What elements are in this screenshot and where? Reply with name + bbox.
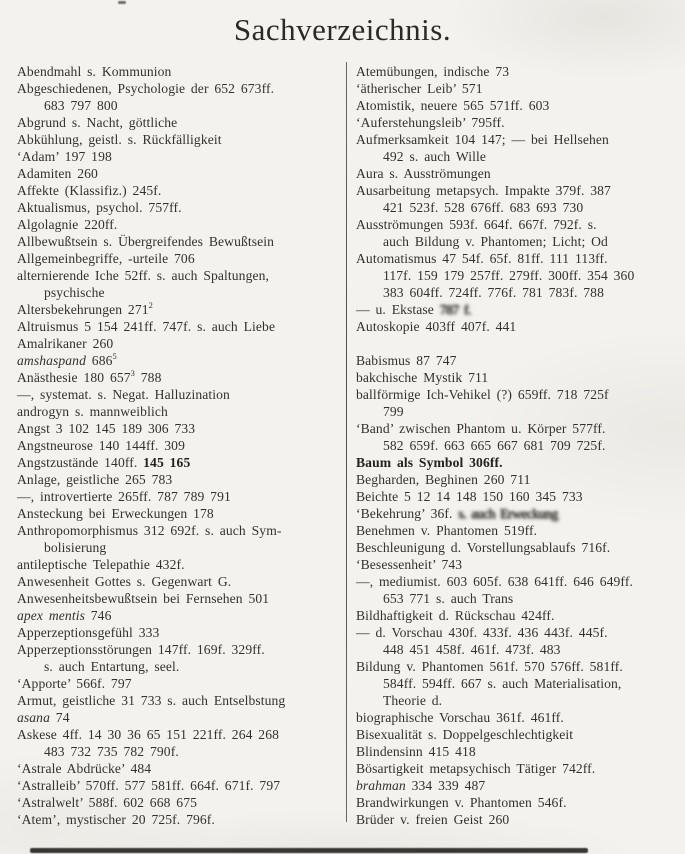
entry-text: Begharden, Beghinen 260 711 bbox=[356, 472, 531, 487]
entry-text: Armut, geistliche 31 733 s. auch Entselbstung bbox=[17, 693, 286, 708]
entry-text: Brandwirkungen v. Phantomen 546f. bbox=[356, 795, 567, 810]
index-entry-line bbox=[17, 658, 347, 675]
index-entry-line bbox=[356, 658, 678, 675]
entry-text: Allbewußtsein s. Übergreifendes Bewußtsein bbox=[17, 234, 275, 249]
index-entry-line bbox=[17, 216, 347, 233]
entry-text: Altersbekehrungen 271 bbox=[17, 302, 149, 317]
entry-text: Ausströmungen 593f. 664f. 667f. 792f. s. bbox=[356, 217, 597, 232]
entry-text: Atomistik, neuere 565 571ff. 603 bbox=[356, 98, 550, 113]
index-entry-line bbox=[17, 488, 347, 505]
index-entry-line bbox=[356, 318, 678, 335]
index-entry-line bbox=[356, 165, 678, 182]
entry-text: Anlage, geistliche 265 783 bbox=[17, 472, 173, 487]
entry-text: Anwesenheit Gottes s. Gegenwart G. bbox=[17, 574, 232, 589]
bold-emphasis-text: 145 165 bbox=[143, 455, 191, 470]
entry-text: antileptische Telepathie 432f. bbox=[17, 557, 185, 572]
entry-text: 683 797 800 bbox=[44, 98, 118, 113]
entry-text: bolisierung bbox=[44, 540, 107, 555]
index-entry-line bbox=[356, 607, 678, 624]
entry-text: Abgrund s. Nacht, göttliche bbox=[17, 115, 178, 130]
entry-text: Adamiten 260 bbox=[17, 166, 98, 181]
index-entry-line bbox=[356, 709, 678, 726]
index-entry-line bbox=[17, 199, 347, 216]
entry-text: 334 339 487 bbox=[405, 778, 486, 793]
entry-text: — d. Vorschau 430f. 433f. 436 443f. 445f. bbox=[356, 625, 608, 640]
index-entry-line bbox=[17, 114, 347, 131]
italic-term: amshaspand bbox=[17, 353, 86, 368]
entry-text: 421 523f. 528 676ff. 683 693 730 bbox=[383, 200, 584, 215]
index-entry-line bbox=[356, 794, 678, 811]
italic-term: apex mentis bbox=[17, 608, 85, 623]
entry-text: Brüder v. freien Geist 260 bbox=[356, 812, 510, 827]
entry-text: Amalrikaner 260 bbox=[17, 336, 114, 351]
page-title: Sachverzeichnis. bbox=[233, 12, 452, 47]
entry-text: Aktualismus, psychol. 757ff. bbox=[17, 200, 182, 215]
index-entry-line bbox=[356, 522, 678, 539]
entry-text: 74 bbox=[49, 710, 70, 725]
entry-text: ‘Atem’, mystischer 20 725f. 796f. bbox=[17, 812, 215, 827]
index-entry-line bbox=[356, 777, 678, 794]
ink-smudge-text: s. auch Erweckung bbox=[458, 506, 558, 521]
superscript-note-number: 5 bbox=[112, 351, 117, 362]
entry-text: 788 bbox=[134, 370, 162, 385]
entry-text: Askese 4ff. 14 30 36 65 151 221ff. 264 268 bbox=[17, 727, 280, 742]
entry-text: Aura s. Ausströmungen bbox=[356, 166, 491, 181]
entry-text: ‘Bekehrung’ 36f. bbox=[356, 506, 459, 521]
entry-text: bakchische Mystik 711 bbox=[356, 370, 489, 385]
entry-text: Autoskopie 403ff 407f. 441 bbox=[356, 319, 517, 334]
index-entry-line bbox=[17, 675, 347, 692]
index-entry-line bbox=[17, 165, 347, 182]
entry-text: 383 604ff. 724ff. 776f. 781 783f. 788 bbox=[383, 285, 604, 300]
entry-text: Atemübungen, indische 73 bbox=[356, 64, 510, 79]
entry-text: ‘Astralwelt’ 588f. 602 668 675 bbox=[17, 795, 197, 810]
entry-text: biographische Vorschau 361f. 461ff. bbox=[356, 710, 564, 725]
index-entry-line bbox=[356, 760, 678, 777]
index-entry-line bbox=[356, 403, 678, 420]
entry-text: 653 771 s. auch Trans bbox=[383, 591, 514, 606]
index-entry-line bbox=[356, 539, 678, 556]
entry-text: Aufmerksamkeit 104 147; — bei Hellsehen bbox=[356, 132, 609, 147]
index-entry-line bbox=[17, 182, 347, 199]
entry-text: Bildung v. Phantomen 561f. 570 576ff. 581ff. bbox=[356, 659, 623, 674]
superscript-note-number: 2 bbox=[148, 300, 153, 311]
entry-text: androgyn s. mannweiblich bbox=[17, 404, 168, 419]
entry-text: Allgemeinbegriffe, -urteile 706 bbox=[17, 251, 195, 266]
index-entry-line bbox=[17, 505, 347, 522]
superscript-note-number: 3 bbox=[130, 368, 135, 379]
index-entry-line bbox=[356, 63, 678, 80]
index-entry-line bbox=[356, 590, 678, 607]
entry-text: Altruismus 5 154 241ff. 747f. s. auch Liebe bbox=[17, 319, 276, 334]
index-entry-line bbox=[17, 471, 347, 488]
entry-text: Anthropomorphismus 312 692f. s. auch Sym- bbox=[17, 523, 282, 538]
index-entry-line bbox=[17, 420, 347, 437]
index-entry-line bbox=[17, 386, 347, 403]
entry-text: ‘Astralleib’ 570ff. 577 581ff. 664f. 671f. 797 bbox=[17, 778, 281, 793]
index-entry-line bbox=[356, 80, 678, 97]
index-entry-line bbox=[356, 454, 678, 471]
index-entry-line bbox=[17, 641, 347, 658]
index-entry-line bbox=[17, 335, 347, 352]
index-entry-line bbox=[17, 131, 347, 148]
entry-text: ‘ätherischer Leib’ 571 bbox=[356, 81, 483, 96]
entry-text: Apperzeptionsgefühl 333 bbox=[17, 625, 160, 640]
index-entry-line bbox=[356, 743, 678, 760]
entry-text: Bösartigkeit metapsychisch Tätiger 742ff. bbox=[356, 761, 596, 776]
scan-edge-artifact bbox=[30, 848, 588, 853]
ink-smudge-text: 787 f. bbox=[439, 302, 471, 317]
index-entry-line bbox=[17, 726, 347, 743]
index-entry-line bbox=[356, 675, 678, 692]
bold-emphasis-text: Baum als Symbol 306ff. bbox=[356, 455, 503, 470]
entry-text: 582 659f. 663 665 667 681 709 725f. bbox=[383, 438, 606, 453]
entry-text: ‘Adam’ 197 198 bbox=[17, 149, 112, 164]
entry-text: Abendmahl s. Kommunion bbox=[17, 64, 172, 79]
entry-text: 686 bbox=[85, 353, 113, 368]
index-entry-line bbox=[17, 267, 347, 284]
index-entry-line bbox=[356, 97, 678, 114]
index-entry-line bbox=[356, 641, 678, 658]
index-entry-line bbox=[356, 114, 678, 131]
entry-text: ‘Besessenheit’ 743 bbox=[356, 557, 463, 572]
index-entry-line bbox=[356, 369, 678, 386]
entry-text: Beschleunigung d. Vorstellungsablaufs 716f. bbox=[356, 540, 611, 555]
entry-text: Babismus 87 747 bbox=[356, 353, 457, 368]
index-entry-line bbox=[356, 692, 678, 709]
index-entry-line bbox=[17, 97, 347, 114]
entry-text: Angstneurose 140 144ff. 309 bbox=[17, 438, 185, 453]
entry-text: Bisexualität s. Doppelgeschlechtigkeit bbox=[356, 727, 574, 742]
index-entry-line bbox=[356, 420, 678, 437]
entry-text: Ansteckung bei Erweckungen 178 bbox=[17, 506, 214, 521]
entry-text: Theorie d. bbox=[383, 693, 443, 708]
index-entry-line bbox=[356, 267, 678, 284]
entry-text: 448 451 458f. 461f. 473f. 483 bbox=[383, 642, 561, 657]
index-entry-line bbox=[356, 624, 678, 641]
entry-text: 492 s. auch Wille bbox=[383, 149, 486, 164]
italic-term: brahman bbox=[356, 778, 406, 793]
index-entry-line bbox=[356, 199, 678, 216]
entry-text: Apperzeptionsstörungen 147ff. 169f. 329ff. bbox=[17, 642, 265, 657]
entry-text: 799 bbox=[383, 404, 404, 419]
index-entry-line bbox=[356, 811, 678, 828]
entry-text: —, introvertierte 265ff. 787 789 791 bbox=[17, 489, 231, 504]
index-entry-line bbox=[17, 709, 347, 726]
index-entry-line bbox=[17, 403, 347, 420]
index-entry-line bbox=[17, 794, 347, 811]
index-entry-line bbox=[356, 556, 678, 573]
index-entry-line bbox=[356, 437, 678, 454]
index-entry-line bbox=[356, 726, 678, 743]
entry-text: —, mediumist. 603 605f. 638 641ff. 646 649ff. bbox=[356, 574, 633, 589]
index-entry-line bbox=[17, 607, 347, 624]
index-entry-line bbox=[356, 488, 678, 505]
index-column-right bbox=[356, 63, 678, 828]
index-entry-line bbox=[17, 148, 347, 165]
entry-text: ‘Auferstehungsleib’ 795ff. bbox=[356, 115, 505, 130]
scan-speck-artifact bbox=[118, 1, 126, 4]
entry-text: —, systemat. s. Negat. Halluzination bbox=[17, 387, 230, 402]
entry-text: psychische bbox=[44, 285, 105, 300]
index-entry-line bbox=[17, 539, 347, 556]
index-entry-line bbox=[17, 743, 347, 760]
entry-text: Bildhaftigkeit d. Rückschau 424ff. bbox=[356, 608, 555, 623]
index-entry-line bbox=[17, 760, 347, 777]
index-entry-line bbox=[17, 250, 347, 267]
entry-text: ‘Apporte’ 566f. 797 bbox=[17, 676, 132, 691]
index-entry-line bbox=[17, 80, 347, 97]
index-entry-line bbox=[356, 250, 678, 267]
index-entry-line bbox=[356, 182, 678, 199]
italic-term: asana bbox=[17, 710, 50, 725]
index-entry-line bbox=[17, 624, 347, 641]
entry-text: Abgeschiedenen, Psychologie der 652 673ff. bbox=[17, 81, 275, 96]
entry-text: Anästhesie 180 657 bbox=[17, 370, 131, 385]
entry-text: 483 732 735 782 790f. bbox=[44, 744, 179, 759]
index-entry-line bbox=[356, 573, 678, 590]
entry-text: s. auch Entartung, seel. bbox=[44, 659, 180, 674]
index-column-left bbox=[17, 63, 347, 828]
entry-text: Anwesenheitsbewußtsein bei Fernsehen 501 bbox=[17, 591, 270, 606]
index-entry-line bbox=[17, 318, 347, 335]
index-entry-line bbox=[17, 301, 347, 318]
index-entry-line bbox=[356, 233, 678, 250]
entry-text: — u. Ekstase bbox=[356, 302, 440, 317]
index-entry-line bbox=[17, 437, 347, 454]
entry-text: Benehmen v. Phantomen 519ff. bbox=[356, 523, 538, 538]
index-entry-line bbox=[17, 590, 347, 607]
index-entry-line bbox=[17, 556, 347, 573]
index-entry-line bbox=[356, 148, 678, 165]
entry-text: Automatismus 47 54f. 65f. 81ff. 111 113ff. bbox=[356, 251, 608, 266]
entry-text: auch Bildung v. Phantomen; Licht; Od bbox=[383, 234, 608, 249]
index-entry-line bbox=[356, 505, 678, 522]
entry-text: Ausarbeitung metapsych. Impakte 379f. 387 bbox=[356, 183, 611, 198]
entry-text: alternierende Iche 52ff. s. auch Spaltungen, bbox=[17, 268, 269, 283]
entry-text: Angst 3 102 145 189 306 733 bbox=[17, 421, 196, 436]
index-entry-line bbox=[17, 63, 347, 80]
index-entry-line bbox=[356, 386, 678, 403]
entry-text: 746 bbox=[84, 608, 112, 623]
entry-text: Beichte 5 12 14 148 150 160 345 733 bbox=[356, 489, 583, 504]
index-entry-line bbox=[17, 454, 347, 471]
index-entry-line bbox=[356, 216, 678, 233]
entry-text: Algolagnie 220ff. bbox=[17, 217, 118, 232]
index-entry-line bbox=[17, 284, 347, 301]
index-entry-line bbox=[356, 471, 678, 488]
entry-text: ‘Astrale Abdrücke’ 484 bbox=[17, 761, 152, 776]
entry-text: Angstzustände 140ff. bbox=[17, 455, 144, 470]
index-entry-line bbox=[17, 522, 347, 539]
entry-text: Blindensinn 415 418 bbox=[356, 744, 476, 759]
index-entry-line bbox=[17, 369, 347, 386]
index-entry-line bbox=[356, 301, 678, 318]
entry-text: Abkühlung, geistl. s. Rückfälligkeit bbox=[17, 132, 222, 147]
entry-text: 584ff. 594ff. 667 s. auch Materialisation, bbox=[383, 676, 622, 691]
entry-text: ballförmige Ich-Vehikel (?) 659ff. 718 725f bbox=[356, 387, 609, 402]
entry-text: ‘Band’ zwischen Phantom u. Körper 577ff. bbox=[356, 421, 606, 436]
entry-text: 117f. 159 179 257ff. 279ff. 300ff. 354 360 bbox=[383, 268, 635, 283]
index-entry-line bbox=[17, 777, 347, 794]
index-entry-line bbox=[17, 573, 347, 590]
index-entry-line bbox=[17, 692, 347, 709]
index-entry-line bbox=[356, 352, 678, 369]
index-entry-line bbox=[356, 284, 678, 301]
index-entry-line bbox=[356, 131, 678, 148]
entry-text: Affekte (Klassifiz.) 245f. bbox=[17, 183, 162, 198]
index-entry-line bbox=[17, 811, 347, 828]
index-entry-line bbox=[17, 233, 347, 250]
blank-line bbox=[356, 335, 678, 352]
index-entry-line bbox=[17, 352, 347, 369]
